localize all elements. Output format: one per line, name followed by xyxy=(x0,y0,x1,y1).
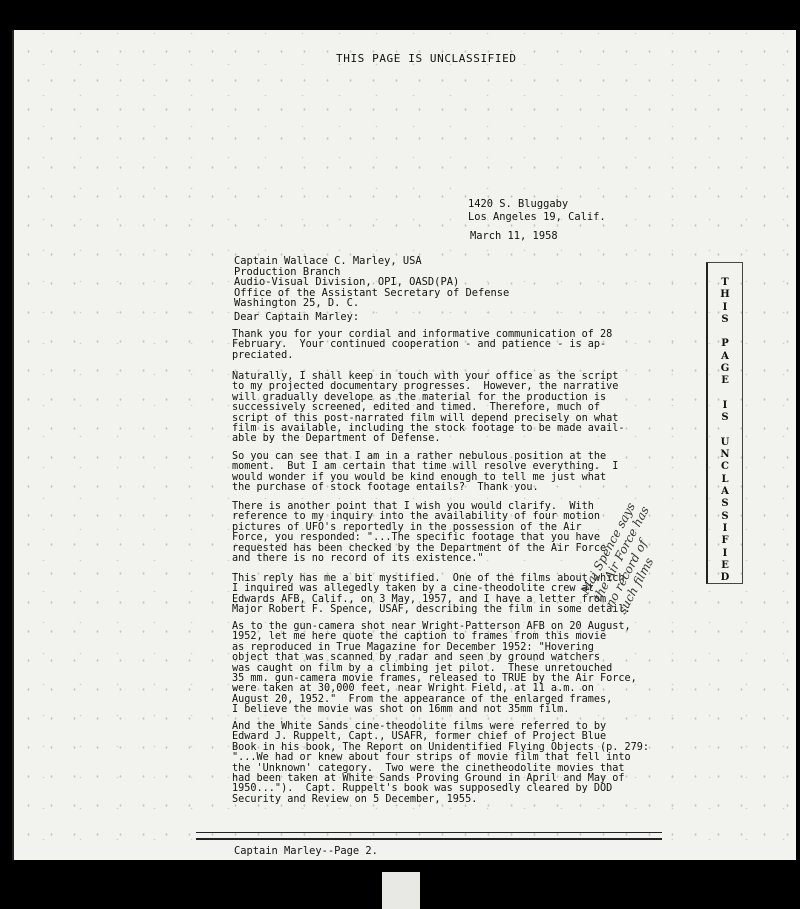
sidebar-stamp-letter: A xyxy=(721,350,729,362)
return-address-line: 1420 S. Bluggaby xyxy=(468,198,569,210)
sidebar-stamp-letter: D xyxy=(720,572,730,584)
sidebar-stamp-letter: A xyxy=(721,486,729,498)
sidebar-stamp-letter: S xyxy=(721,313,729,325)
sidebar-stamp-letter: I xyxy=(722,399,728,411)
scan-edge-tab xyxy=(382,872,420,909)
recipient-line: Production Branch xyxy=(234,265,341,278)
paragraph-stock-footage: So you can see that I am in a rather nebulous position at the moment. But I am certain that time will resolve everything. I would wonder if you would be kind enough to tell me just what the purchase of stock footage entails? Thank you. xyxy=(232,451,619,494)
sidebar-stamp-letters xyxy=(708,277,742,584)
sidebar-stamp-letter xyxy=(708,425,742,437)
sidebar-stamp-letter: U xyxy=(720,436,730,448)
handwritten-margin-note: Maj Spence says the Air Force has no record of such films xyxy=(578,500,657,617)
salutation: Dear Captain Marley: xyxy=(234,311,360,323)
return-address-line: Los Angeles 19, Calif. xyxy=(468,211,606,223)
paragraph-thanks: Thank you for your cordial and informative communication of 28 February. Your continued cooperation - and patience - is ap- preciated. xyxy=(232,329,613,361)
sidebar-stamp-letter: L xyxy=(721,473,729,485)
paragraph-gun-camera: As to the gun-camera shot near Wright-Patterson AFB on 20 August, 1952, let me here quote the caption to frames from this movie as reproduced in True Magazine for December 1952: "Hovering object that was scanned by radar and seen by ground watchers was caught on film by a climbing jet pilot. These unretouched 35 mm. gun-camera movie frames, released to TRUE by the Air Force, were taken at 30,000 feet, near Wright Field, at 11 a.m. on August 20, 1952." From the appearance of the enlarged frames, I believe the movie was shot on 16mm and not 35mm film. xyxy=(232,621,637,716)
sidebar-stamp-letter: E xyxy=(721,559,729,571)
sidebar-stamp-letter: G xyxy=(720,363,730,375)
recipient-line: Office of the Assistant Secretary of Defense xyxy=(234,286,510,299)
sidebar-stamp-letter: I xyxy=(722,301,728,313)
sidebar-stamp-letter xyxy=(708,388,742,400)
sidebar-stamp-letter: P xyxy=(721,338,729,350)
sidebar-stamp-letter: S xyxy=(721,412,729,424)
sidebar-stamp-letter: I xyxy=(722,547,728,559)
sidebar-stamp-letter: T xyxy=(721,277,729,288)
sidebar-stamp-letter xyxy=(708,326,742,338)
paragraph-mystified: This reply has me a bit mystified. One of the films about which I inquired was allegedly taken by a cine-theodolite crew at Edwards AFB, Calif., on 3 May, 1957, and I have a letter from Major Robert F. Spence, USAF, describing the film in some detail. xyxy=(232,573,631,616)
paragraph-ufo-films: There is another point that I wish you would clarify. With reference to my inquiry into the availability of four motion pictures of UFO's reportedly in the possession of the Air Force, you responded: "...The specific footage that you have requested has been checked by the Department of the Air Force and there is no record of its existence." xyxy=(232,501,607,565)
classification-stamp: THIS PAGE IS UNCLASSIFIED xyxy=(336,52,517,65)
recipient-line: Audio-Visual Division, OPI, OASD(PA) xyxy=(234,276,460,289)
recipient-block xyxy=(234,256,509,309)
page-divider xyxy=(196,832,662,840)
recipient-line: Captain Wallace C. Marley, USA xyxy=(234,255,422,267)
sidebar-stamp-letter: C xyxy=(721,461,729,473)
sidebar-stamp-letter: F xyxy=(721,535,729,547)
letter-date: March 11, 1958 xyxy=(470,230,558,242)
paragraph-white-sands: And the White Sands cine-theodolite films were referred to by Edward J. Ruppelt, Capt., USAFR, former chief of Project Blue Book in his book, The Report on Unidentified Flying Objects (p. 279: "...We had or knew about four strips of movie film that fell into the 'Unknown' category. Two were the cinetheodolite movies that had been taken at White Sands Proving Ground in April and May of 1950..."). Capt. Ruppelt's book was supposedly cleared by DOD Security and Review on 5 December, 1955. xyxy=(232,721,650,805)
page-footer: Captain Marley--Page 2. xyxy=(234,845,378,857)
sidebar-stamp-letter: S xyxy=(721,498,729,510)
return-address xyxy=(468,198,606,224)
sidebar-stamp-letter: H xyxy=(720,289,730,301)
sidebar-stamp-letter: S xyxy=(721,510,729,522)
recipient-line: Washington 25, D. C. xyxy=(234,297,360,310)
sidebar-stamp-letter: I xyxy=(722,522,728,534)
sidebar-stamp-letter: N xyxy=(720,449,730,461)
sidebar-unclassified-stamp xyxy=(706,262,743,584)
paragraph-script: Naturally, I shall keep in touch with your office as the script to my projected documentary progresses. However, the narrative will gradually develope as the material for the production is successively screened, edited and timed. Therefore, much of script of this post-narrated film will depend precisely on what film is available, including the stock footage to be made avail- able by the Department of Defense. xyxy=(232,371,625,445)
sidebar-stamp-letter: E xyxy=(721,375,729,387)
